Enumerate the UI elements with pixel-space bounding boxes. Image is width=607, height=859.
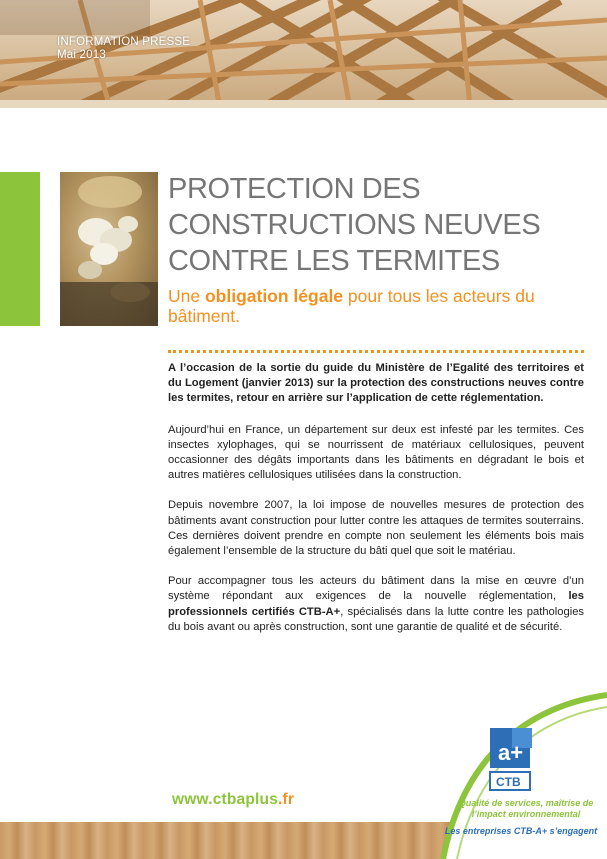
body-paragraph [168,574,584,635]
termite-photo [60,172,158,326]
press-date: Mai 2013 [57,49,106,61]
paragraph-text: Pour accompagner tous les acteurs du bâtiment dans la mise en œuvre d’un système répondant aux exigences de la nouvelle réglementation, [168,575,584,603]
subtitle-prefix: Une [168,286,205,306]
logo-text: CTB [496,775,521,789]
website-tld[interactable]: .fr [278,791,295,808]
lead-paragraph: A l’occasion de la sortie du guide du Ministère de l’Egalité des territoires et du Logement (janvier 2013) sur la protection des constructions neuves contre les termites, retour en arrière sur l’application de cette réglementation. [168,362,584,405]
title-line: CONSTRUCTIONS NEUVES [168,209,541,241]
termite-illustration [60,172,158,326]
ctb-a-plus-logo [488,726,536,792]
green-accent-bar [0,172,40,326]
body-paragraph: Depuis novembre 2007, la loi impose de nouvelles mesures de protection des bâtiments avant construction pour lutter contre les attaques de termites souterrains. Ces dernières doivent prendre en compte non seulement les éléments bois mais également l’ensemble de la structure du bâti quel que soit le matériau. [168,499,584,558]
dotted-divider [168,350,584,353]
press-info-line: INFORMATION PRESSE [57,36,191,48]
subtitle-suffix: pour tous les acteurs du bâtiment. [168,286,535,326]
website-domain[interactable]: www.ctbaplus [172,791,279,808]
subtitle-emphasis: obligation légale [204,286,344,306]
title-line: PROTECTION DES [168,173,421,205]
page-title [168,171,598,279]
article-body [168,361,584,650]
paragraph-text: , spécialisés dans la lutte contre les pathologies du bois avant ou après construction, sont une garantie de qualité et de sécurité. [168,605,585,633]
header-photo-roof-framing [0,0,607,108]
logo-mark: a+ [498,740,524,765]
badge-tagline: Qualité de services, maîtrise de l’impact environnemental [458,798,594,819]
subtitle [168,286,588,326]
website-link[interactable] [172,791,294,809]
badge-commitment: Les entreprises CTB-A+ s’engagent [444,826,598,836]
body-paragraph: Aujourd’hui en France, un département sur deux est infesté par les termites. Ces insectes xylophages, qui se nourrissent de matériaux cellulosiques, peuvent occasionner des dégâts importants dans les bâtiments en dégradant le bois et autres matières cellulosiques utilisées dans la construction. [168,423,584,482]
title-line: CONTRE LES TERMITES [168,245,500,277]
press-info-label [57,36,190,62]
paragraph-bold: les professionnels certifiés CTB-A+ [168,590,584,618]
